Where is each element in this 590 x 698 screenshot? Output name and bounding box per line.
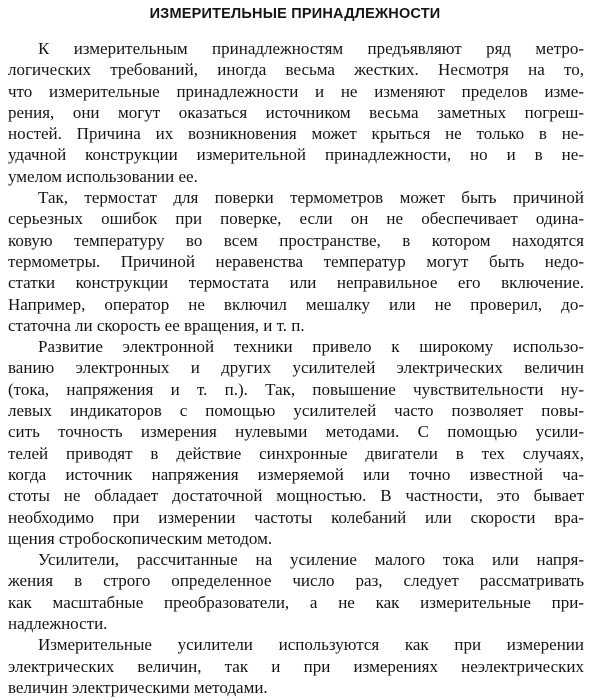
text-line: как масштабные преобразователи, а не как измерительные при- <box>8 592 584 612</box>
paragraph-3 <box>8 336 584 549</box>
body-text <box>8 38 584 698</box>
text-line: К измерительным принадлежностям предъявляют ряд метро- <box>38 39 584 58</box>
text-line: серьезных ошибок при поверке, если он не обеспечивает одина- <box>8 209 584 229</box>
text-line: Развитие электронной техники привело к широкому использо- <box>38 337 584 357</box>
page-title: ИЗМЕРИТЕЛЬНЫЕ ПРИНАДЛЕЖНОСТИ <box>149 6 441 22</box>
text-line: рения, они могут оказаться источником весьма заметных погреш- <box>8 102 584 122</box>
text-line: сить точность измерения нулевыми методами. С помощью усили- <box>8 422 584 442</box>
text-line: удачной конструкции измерительной принадлежности, но и в не- <box>8 145 584 165</box>
paragraph-1 <box>8 38 584 187</box>
text-line: стоты не обладает достаточной мощностью. В частности, это бывает <box>8 486 584 506</box>
paragraph-4 <box>8 549 584 634</box>
text-line: (тока, напряжения и т. п.). Так, повышение чувствительности ну- <box>8 379 584 399</box>
text-line: необходимо при измерении частоты колебаний или скорости вра- <box>8 507 584 527</box>
text-line: величин электрическими методами. <box>8 677 268 697</box>
paragraph-2 <box>8 187 584 336</box>
text-line: левых индикаторов с помощью усилителей часто позволяет повы- <box>8 401 584 421</box>
text-line: Измерительные усилители используются как при измерении <box>38 635 584 655</box>
text-line: Так, термостат для поверки термометров может быть причиной <box>38 188 584 208</box>
text-line: жения в строго определенное число раз, следует рассматривать <box>8 571 584 591</box>
text-line: когда источник напряжения измеряемой или точно известной ча- <box>8 464 584 484</box>
text-line: умелом использовании ее. <box>8 166 198 186</box>
text-line: что измерительные принадлежности и не изменяют пределов изме- <box>8 81 584 101</box>
text-line: логических требований, иногда весьма жестких. Несмотря на то, <box>8 60 584 80</box>
text-line: надлежности. <box>8 614 108 634</box>
text-line: статки конструкции термостата или неправильное его включение. <box>8 273 584 293</box>
text-line: телей приводят в действие синхронные двигатели в тех случаях, <box>8 443 584 463</box>
text-line: электрических величин, так и при измерениях неэлектрических <box>8 656 584 676</box>
text-line: ковую температуру во всем пространстве, в котором находятся <box>8 230 584 250</box>
text-line: термометры. Причиной неравенства температур могут быть недо- <box>8 251 584 271</box>
text-line: статочна ли скорость ее вращения, и т. п. <box>8 315 305 335</box>
text-line: щения стробоскопическим методом. <box>8 528 273 548</box>
text-line: Усилители, рассчитанные на усиление малого тока или напря- <box>38 550 584 570</box>
text-line: Например, оператор не включил мешалку или не проверил, до- <box>8 294 584 314</box>
text-line: ностей. Причина их возникновения может крыться не только в не- <box>8 124 584 144</box>
text-line: ванию электронных и других усилителей электрических величин <box>8 358 584 378</box>
paragraph-5 <box>8 634 584 698</box>
